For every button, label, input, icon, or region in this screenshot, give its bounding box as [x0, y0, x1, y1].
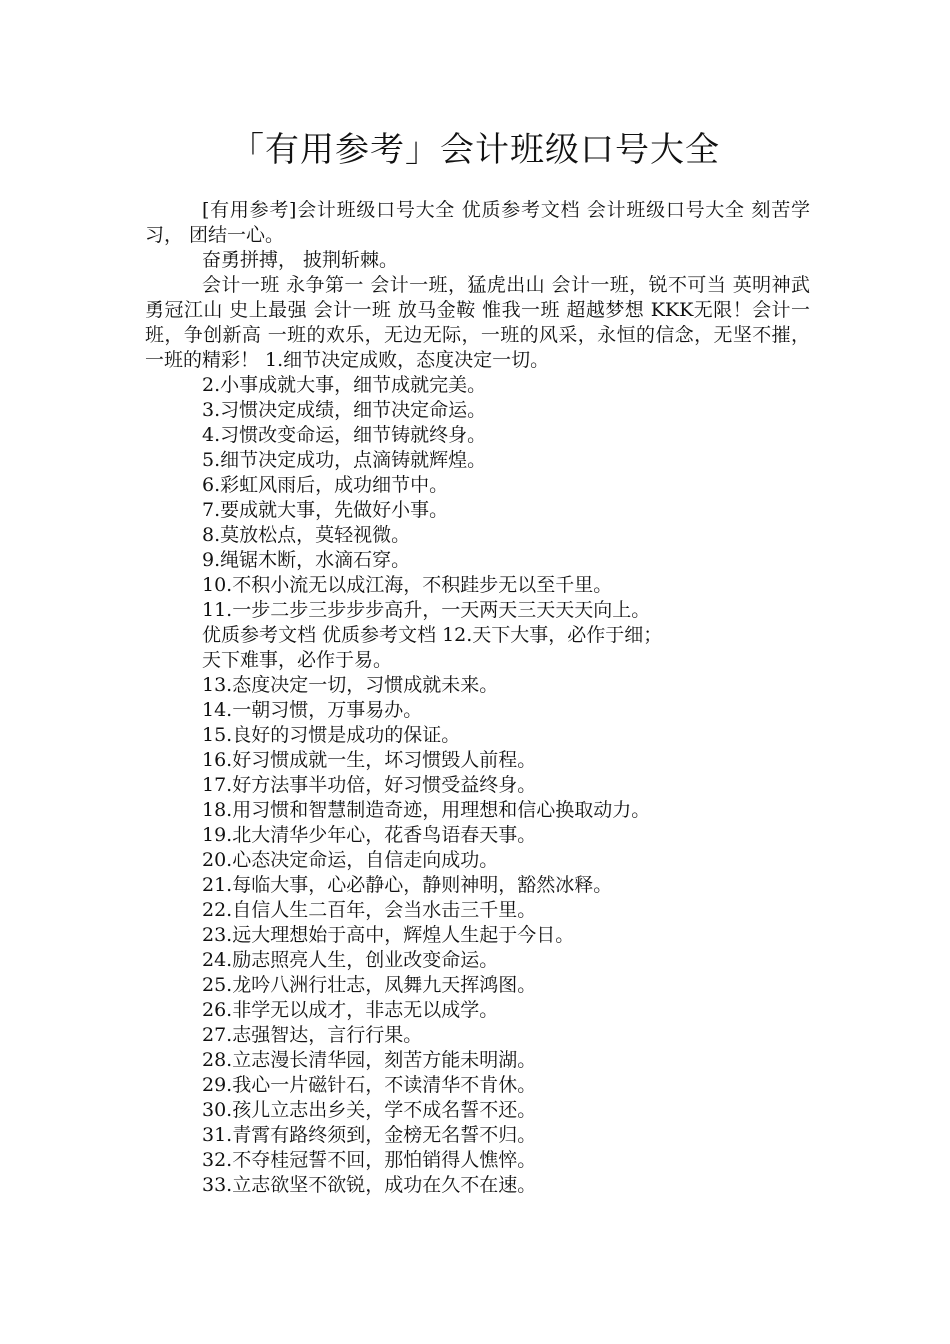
list-item: 20.心态决定命运，自信走向成功。: [202, 849, 499, 871]
list-item: 33.立志欲坚不欲锐，成功在久不在速。: [202, 1174, 537, 1196]
paragraph-motto: 奋勇拼搏， 披荆斩棘。: [202, 249, 399, 271]
list-item: 3.习惯决定成绩，细节决定命运。: [202, 399, 487, 421]
list-item: 14.一朝习惯，万事易办。: [202, 699, 423, 721]
list-item: 10.不积小流无以成江海，不积跬步无以至千里。: [202, 574, 613, 596]
list-item: 天下难事，必作于易。: [202, 649, 393, 671]
list-item: 22.自信人生二百年，会当水击三千里。: [202, 899, 537, 921]
document-title: 「有用参考」会计班级口号大全: [230, 130, 720, 170]
list-item: 31.青霄有路终须到，金榜无名誓不归。: [202, 1124, 537, 1146]
list-item: 25.龙吟八洲行壮志，凤舞九天挥鸿图。: [202, 974, 537, 996]
list-item: 16.好习惯成就一生，坏习惯毁人前程。: [202, 749, 537, 771]
list-item: 32.不夺桂冠誓不回，那怕销得人憔悴。: [202, 1149, 537, 1171]
list-item: 8.莫放松点，莫轻视微。: [202, 524, 411, 546]
list-item: 18.用习惯和智慧制造奇迹，用理想和信心换取动力。: [202, 799, 651, 821]
list-item: 21.每临大事，心必静心，静则神明，豁然冰释。: [202, 874, 613, 896]
list-item: 15.良好的习惯是成功的保证。: [202, 724, 461, 746]
list-item: 11.一步二步三步步步高升，一天两天三天天天向上。: [202, 599, 651, 621]
list-item: 28.立志漫长清华园，刻苦方能未明湖。: [202, 1049, 537, 1071]
slogan-list: [145, 373, 810, 1198]
list-item: 9.绳锯木断，水滴石穿。: [202, 549, 411, 571]
paragraph-slogans: 会计一班 永争第一 会计一班，猛虎出山 会计一班，锐不可当 英明神武 勇冠江山 史上最强 会计一班 放马金鞍 惟我一班 超越梦想 KKK无限！会计一班，争创新高 一班的欢乐，无边无际，一班的风采，永恒的信念，无坚不摧，一班的精彩！ 1.细节决定成败，态度决定一切。: [145, 274, 810, 371]
list-item: 2.小事成就大事，细节成就完美。: [202, 374, 487, 396]
list-item: 5.细节决定成功，点滴铸就辉煌。: [202, 449, 487, 471]
list-item: 29.我心一片磁针石，不读清华不肯休。: [202, 1074, 537, 1096]
list-item: 17.好方法事半功倍，好习惯受益终身。: [202, 774, 537, 796]
list-item: 24.励志照亮人生，创业改变命运。: [202, 949, 499, 971]
list-item: 30.孩儿立志出乡关，学不成名誓不还。: [202, 1099, 537, 1121]
list-item: 优质参考文档 优质参考文档 12.天下大事，必作于细；: [202, 624, 663, 646]
list-item: 7.要成就大事，先做好小事。: [202, 499, 449, 521]
list-item: 19.北大清华少年心，花香鸟语春天事。: [202, 824, 537, 846]
list-item: 4.习惯改变命运，细节铸就终身。: [202, 424, 487, 446]
list-item: 13.态度决定一切，习惯成就未来。: [202, 674, 499, 696]
list-item: 6.彩虹风雨后，成功细节中。: [202, 474, 449, 496]
list-item: 23.远大理想始于高中，辉煌人生起于今日。: [202, 924, 575, 946]
list-item: 26.非学无以成才，非志无以成学。: [202, 999, 499, 1021]
list-item: 27.志强智达，言行行果。: [202, 1024, 423, 1046]
document-body: [145, 198, 810, 1198]
paragraph-intro: [有用参考]会计班级口号大全 优质参考文档 会计班级口号大全 刻苦学习， 团结一心。: [145, 199, 810, 246]
